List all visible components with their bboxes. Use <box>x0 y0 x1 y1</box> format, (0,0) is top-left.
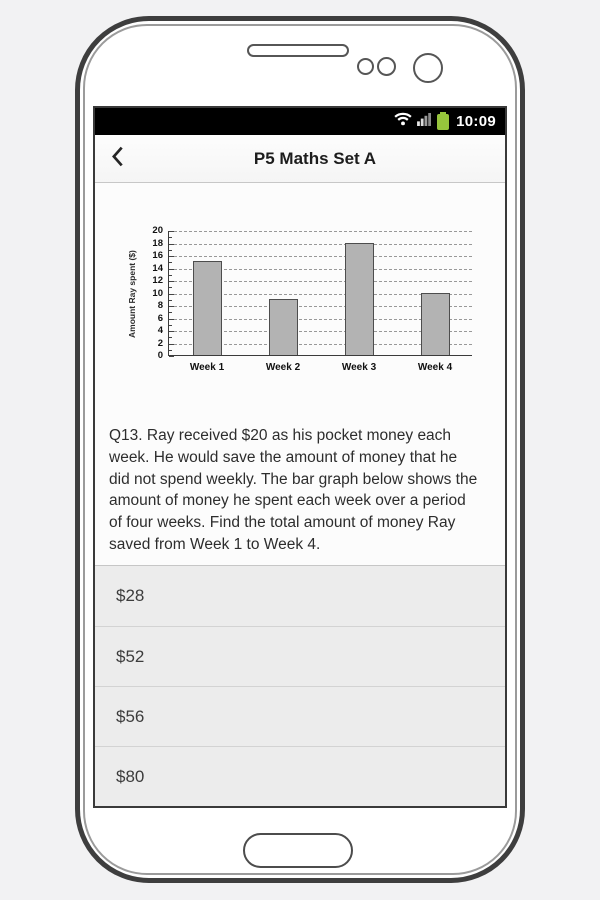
chart-bar-3 <box>345 243 374 356</box>
app-bar <box>95 135 505 183</box>
chart-bar-2 <box>269 299 298 355</box>
chart-minor-tick <box>169 262 172 263</box>
light-sensor <box>377 57 396 76</box>
answer-option-label: $28 <box>116 586 145 605</box>
phone-frame <box>75 16 525 883</box>
chart-minor-tick <box>169 250 172 251</box>
answer-option-3[interactable] <box>95 686 505 746</box>
chart-minor-tick <box>169 275 172 276</box>
chart-gridline <box>169 244 472 245</box>
status-time: 10:09 <box>456 113 496 130</box>
answer-option-label: $52 <box>116 646 145 666</box>
speaker-grill <box>247 44 349 57</box>
answer-options <box>95 565 505 806</box>
status-bar <box>95 108 505 135</box>
chart-bar-1 <box>193 261 222 355</box>
chart-ytick-label: 10 <box>152 287 163 299</box>
chart-ytick-label: 12 <box>152 275 163 286</box>
answer-option-4[interactable] <box>95 746 505 806</box>
chart-ytick-mark <box>169 306 174 307</box>
chart-y-axis-label: Amount Ray spent ($) <box>127 250 137 339</box>
chart-minor-tick <box>169 350 172 351</box>
answer-option-label: $56 <box>116 706 145 726</box>
question-text: Q13. Ray received $20 as his pocket money each week. He would save the amount of money that he did not spend weekly. The bar graph below shows the amount of money he spent each week over a period of four weeks. Find the total amount of money Ray saved from Week 1 to Week 4. <box>109 427 478 553</box>
chart-minor-tick <box>169 325 172 326</box>
answer-option-label: $80 <box>116 766 145 786</box>
chart-gridline <box>169 256 472 257</box>
chart-ytick-mark <box>169 319 174 320</box>
chart-xtick-label: Week 4 <box>417 362 453 373</box>
wifi-icon <box>394 112 412 131</box>
chart-minor-tick <box>169 237 172 238</box>
chart-ytick-mark <box>169 244 174 245</box>
battery-icon <box>437 114 449 130</box>
signal-strength-icon <box>417 113 432 131</box>
question-content <box>95 183 505 565</box>
chart-minor-tick <box>169 337 172 338</box>
chart-gridline <box>169 231 472 232</box>
chart-ytick-label: 14 <box>152 262 163 274</box>
chart-xtick-label: Week 3 <box>341 362 377 373</box>
chart-ytick-mark <box>169 256 174 257</box>
chart-ytick-label: 2 <box>157 337 163 349</box>
chart-ytick-label: 18 <box>152 237 163 249</box>
bar-chart <box>95 183 505 421</box>
home-button[interactable] <box>243 833 353 868</box>
chart-ytick-label: 16 <box>152 250 163 261</box>
chart-minor-tick <box>169 312 172 313</box>
answer-option-2[interactable] <box>95 626 505 686</box>
page-title: P5 Maths Set A <box>253 148 377 168</box>
chart-ytick-mark <box>169 294 174 295</box>
back-button[interactable] <box>95 135 139 182</box>
phone-screen <box>93 106 507 808</box>
chart-minor-tick <box>169 287 172 288</box>
proximity-sensor <box>357 58 374 75</box>
chart-bar-4 <box>421 293 450 356</box>
chart-ytick-mark <box>169 281 174 282</box>
chart-ytick-label: 8 <box>157 300 163 311</box>
chart-ytick-label: 4 <box>157 325 163 336</box>
chart-ytick-mark <box>169 231 174 232</box>
chart-xtick-label: Week 1 <box>189 362 225 373</box>
chart-ytick-mark <box>169 331 174 332</box>
chart-ytick-mark <box>169 344 174 345</box>
front-camera-icon <box>413 53 443 83</box>
chart-ytick-mark <box>169 269 174 270</box>
chart-ytick-label: 6 <box>157 312 163 324</box>
chevron-left-icon <box>110 145 125 173</box>
chart-ytick-label: 0 <box>157 350 163 361</box>
chart-minor-tick <box>169 300 172 301</box>
chart-ytick-mark <box>169 356 174 357</box>
chart-xtick-label: Week 2 <box>265 362 301 373</box>
answer-option-1[interactable] <box>95 566 505 626</box>
chart-ytick-label: 20 <box>152 225 163 236</box>
chart-plot-area <box>152 225 472 373</box>
